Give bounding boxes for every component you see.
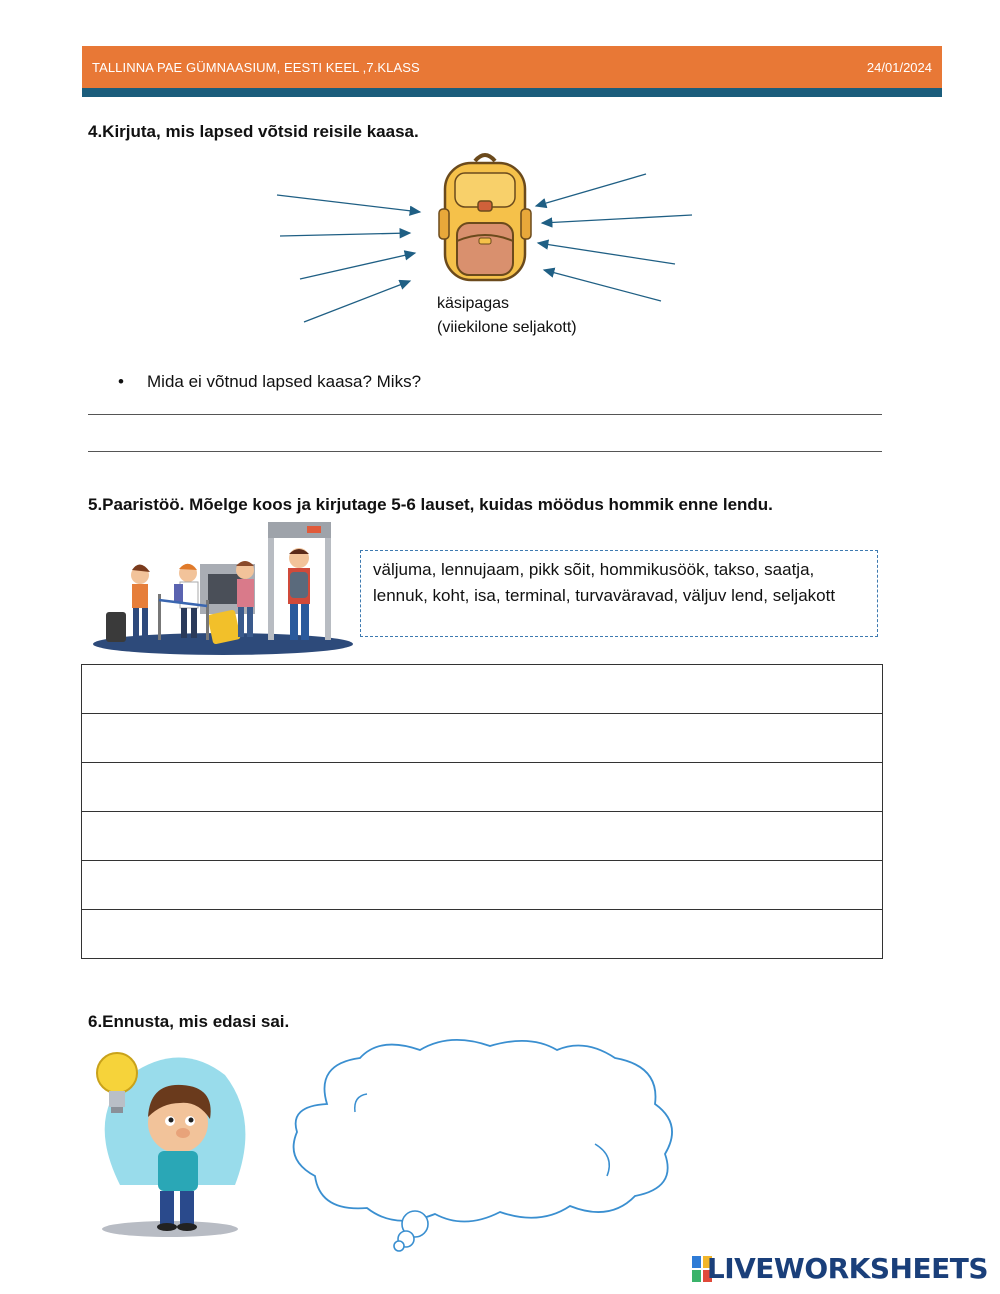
answer-line-1[interactable] [88, 414, 882, 415]
task5-heading: 5.Paaristöö. Mõelge koos ja kirjutage 5-6 lauset, kuidas möödus hommik enne lendu. [88, 495, 773, 514]
airport-security-illustration [92, 520, 358, 658]
header-date: 24/01/2024 [866, 60, 932, 75]
answer-cell[interactable] [82, 763, 883, 812]
answer-row [82, 714, 883, 763]
thought-cloud[interactable] [285, 1036, 680, 1254]
arrow-right-4 [544, 270, 661, 301]
arrow-left-1 [277, 195, 420, 212]
bullet-question: Mida ei võtnud lapsed kaasa? Miks? [147, 372, 422, 391]
arrow-right-1 [536, 174, 646, 206]
thinking-boy-illustration [90, 1045, 255, 1240]
answer-row [82, 861, 883, 910]
backpack-label-2: (viiekilone seljakott) [437, 319, 577, 336]
bullet-icon: • [118, 372, 124, 391]
answer-cell[interactable] [82, 861, 883, 910]
header-title: TALLINNA PAE GÜMNAASIUM, EESTI KEEL ,7.KLASS [92, 60, 420, 75]
backpack-icon [439, 155, 531, 280]
answer-cell[interactable] [82, 665, 883, 714]
answer-line-2[interactable] [88, 451, 882, 452]
header-bar [82, 46, 942, 88]
backpack-label-1: käsipagas [437, 295, 510, 312]
arrow-right-3 [538, 243, 675, 264]
answer-row [82, 812, 883, 861]
answer-row [82, 763, 883, 812]
arrow-left-4 [304, 281, 410, 322]
arrow-right-2 [542, 215, 692, 223]
word-bank-box: väljuma, lennujaam, pikk sõit, hommikusöök, takso, saatja, lennuk, koht, isa, terminal, turvaväravad, väljuv lend, seljakott [360, 550, 878, 637]
arrow-left-2 [280, 233, 410, 236]
header-stripe [82, 88, 942, 97]
answer-cell[interactable] [82, 910, 883, 959]
task4-heading: 4.Kirjuta, mis lapsed võtsid reisile kaasa. [88, 122, 419, 141]
answer-cell[interactable] [82, 812, 883, 861]
answer-row [82, 665, 883, 714]
answer-cell[interactable] [82, 714, 883, 763]
liveworksheets-logo: LIVEWORKSHEETS [706, 1252, 988, 1285]
answer-row [82, 910, 883, 959]
answer-table [81, 664, 883, 959]
arrow-left-3 [300, 253, 415, 279]
bullet-item [118, 372, 421, 392]
task6-heading: 6.Ennusta, mis edasi sai. [88, 1012, 290, 1031]
